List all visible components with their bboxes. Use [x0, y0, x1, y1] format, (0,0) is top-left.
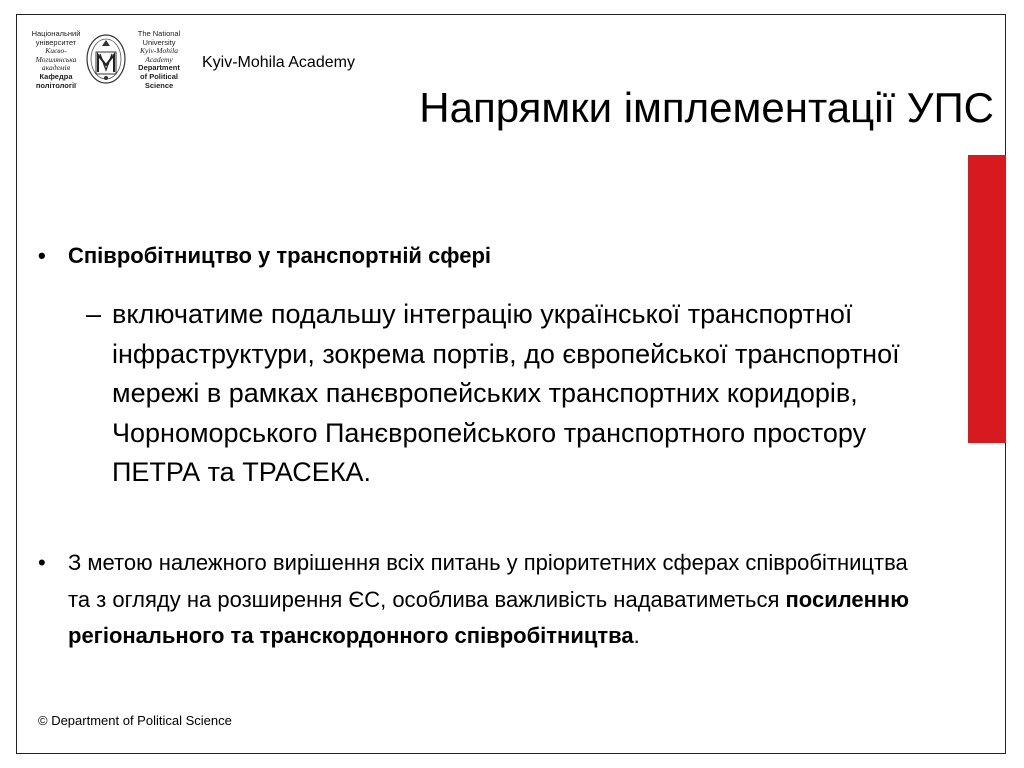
bullet-text-emphasis: посиленню регіонального та транскордонного співробітництва [68, 586, 909, 648]
bullet-item-cooperation [38, 545, 918, 655]
logo-line: Kyiv-Mohila [140, 46, 178, 56]
academy-name: Kyiv-Mohila Academy [202, 54, 355, 71]
bullet-text-end: . [633, 623, 640, 648]
bullet-marker: • [38, 243, 46, 268]
logo-line: Могилянська [35, 54, 77, 64]
logo-line: університет [35, 37, 77, 47]
logo-line: Science [144, 80, 174, 90]
accent-bar [968, 155, 1006, 443]
logo-line: Department [138, 63, 180, 73]
bullet-text [68, 545, 918, 655]
logo-text-ukrainian [30, 30, 82, 90]
logo-line: Києво- [45, 46, 67, 56]
sub-bullet-text: включатиме подальшу інтеграцію української транспортної інфраструктури, зокрема портів, до європейської транспортної мережі в рамках панєвропейських транспортних коридорів, Чорноморського Панєвропейського транспортного простору ПЕТРА та ТРАСЕКА. [112, 299, 900, 487]
bullet-text: Співробітництво у транспортній сфері [68, 243, 492, 268]
logo-line: політології [35, 80, 77, 90]
logo-line: академія [41, 63, 71, 73]
university-logo [30, 29, 190, 90]
logo-line: Національний [31, 29, 81, 38]
logo-line: of Political [140, 71, 178, 81]
sub-bullet-item [86, 295, 936, 493]
dash-marker: – [86, 299, 102, 329]
slide-title: Напрямки імплементації УПС [419, 84, 994, 131]
logo-line: University [142, 37, 176, 47]
academy-seal-icon [84, 32, 128, 86]
logo-line: The National [137, 29, 181, 38]
bullet-text-plain: З метою належного вирішення всіх питань у пріоритетних сферах співробітництва та з огляду на розширення ЄС, особлива важливість надаватиметься [68, 550, 908, 612]
bullet-marker: • [38, 550, 46, 575]
logo-text-english [130, 30, 188, 90]
logo-line: Кафедра [39, 71, 73, 81]
bullet-item-transport [38, 243, 491, 269]
footer-copyright: © Department of Political Science [38, 713, 232, 728]
logo-line: Academy [145, 54, 173, 64]
